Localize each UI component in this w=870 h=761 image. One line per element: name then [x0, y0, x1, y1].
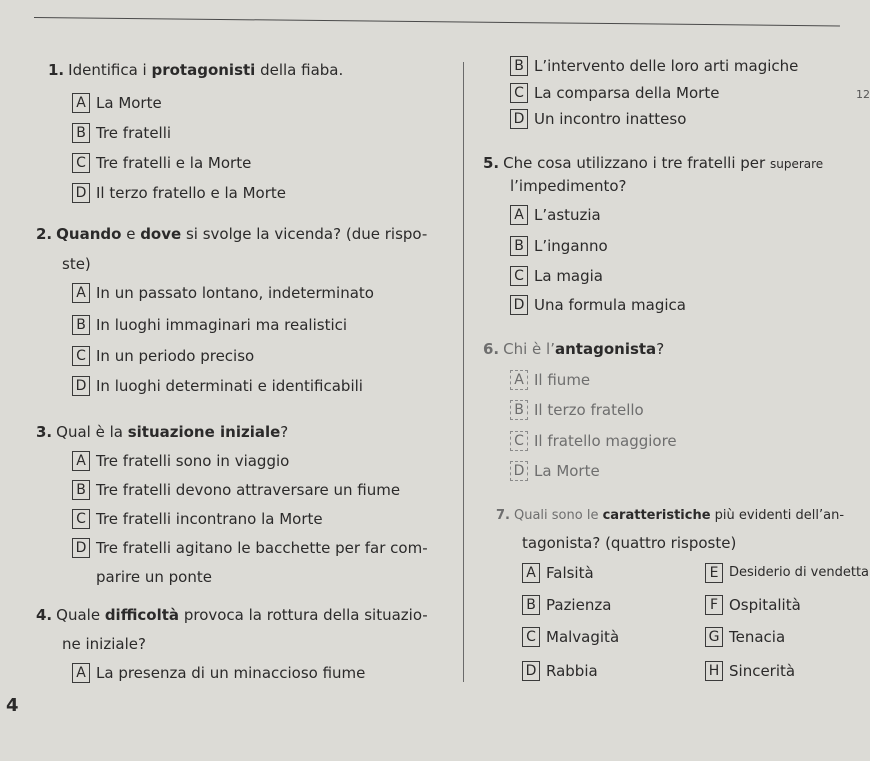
q3-option-d[interactable]: D Tre fratelli agitano le bacchette per far com- [72, 538, 428, 558]
q3-option-c[interactable]: C Tre fratelli incontrano la Morte [72, 509, 323, 529]
question-6: 6. Chi è l’antagonista? [483, 340, 665, 358]
question-4: 4. Quale difficoltà provoca la rottura della situazio- [36, 606, 428, 624]
question-7-continued: tagonista? (quattro risposte) [522, 534, 737, 552]
q3-option-b[interactable]: B Tre fratelli devono attraversare un fiume [72, 480, 400, 500]
question-1: 1. Identifica i protagonisti della fiaba. [48, 61, 344, 79]
q3-option-a[interactable]: A Tre fratelli sono in viaggio [72, 451, 289, 471]
question-3: 3. Qual è la situazione iniziale? [36, 423, 289, 441]
q5-option-d[interactable]: D Una formula magica [510, 295, 686, 315]
q5-option-c[interactable]: C La magia [510, 266, 603, 286]
q4-option-d[interactable]: D Un incontro inatteso [510, 109, 686, 129]
question-2: 2. Quando e dove si svolge la vicenda? (due rispo- [36, 225, 428, 243]
q1-option-d[interactable]: D Il terzo fratello e la Morte [72, 183, 286, 203]
q7-option-a[interactable]: A Falsità [522, 563, 594, 583]
q6-option-d[interactable]: D La Morte [510, 461, 600, 481]
q4-option-c[interactable]: C La comparsa della Morte [510, 83, 719, 103]
q7-option-g[interactable]: G Tenacia [705, 627, 785, 647]
q7-option-e[interactable]: E Desiderio di vendetta [705, 563, 869, 583]
q1-option-c[interactable]: C Tre fratelli e la Morte [72, 153, 251, 173]
q2-option-d[interactable]: D In luoghi determinati e identificabili [72, 376, 363, 396]
q7-option-f[interactable]: F Ospitalità [705, 595, 801, 615]
question-5-continued: l’impedimento? [510, 177, 627, 195]
q1-option-a[interactable]: A La Morte [72, 93, 162, 113]
question-5: 5. Che cosa utilizzano i tre fratelli per superare [483, 154, 824, 172]
q2-option-c[interactable]: C In un periodo preciso [72, 346, 254, 366]
q6-option-c[interactable]: C Il fratello maggiore [510, 431, 677, 451]
q6-option-b[interactable]: B Il terzo fratello [510, 400, 644, 420]
q7-option-b[interactable]: B Pazienza [522, 595, 611, 615]
q4-option-a[interactable]: A La presenza di un minaccioso fiume [72, 663, 365, 683]
q5-option-b[interactable]: B L’inganno [510, 236, 608, 256]
q2-option-b[interactable]: B In luoghi immaginari ma realistici [72, 315, 347, 335]
question-4-continued: ne iniziale? [62, 635, 146, 653]
q7-option-h[interactable]: H Sincerità [705, 661, 795, 681]
column-divider [463, 62, 464, 682]
question-7: 7. Quali sono le caratteristiche più evidenti dell’an- [496, 508, 845, 523]
q4-option-b[interactable]: B L’intervento delle loro arti magiche [510, 56, 798, 76]
edge-fragment: 12 [856, 88, 870, 101]
q3-option-d-continued: parire un ponte [96, 568, 212, 586]
page-number: 4 [6, 695, 19, 716]
q5-option-a[interactable]: A L’astuzia [510, 205, 601, 225]
question-2-continued: ste) [62, 255, 91, 273]
q1-option-b[interactable]: B Tre fratelli [72, 123, 171, 143]
top-rule [34, 17, 840, 26]
q7-option-c[interactable]: C Malvagità [522, 627, 619, 647]
q6-option-a[interactable]: A Il fiume [510, 370, 590, 390]
q7-option-d[interactable]: D Rabbia [522, 661, 598, 681]
q2-option-a[interactable]: A In un passato lontano, indeterminato [72, 283, 374, 303]
